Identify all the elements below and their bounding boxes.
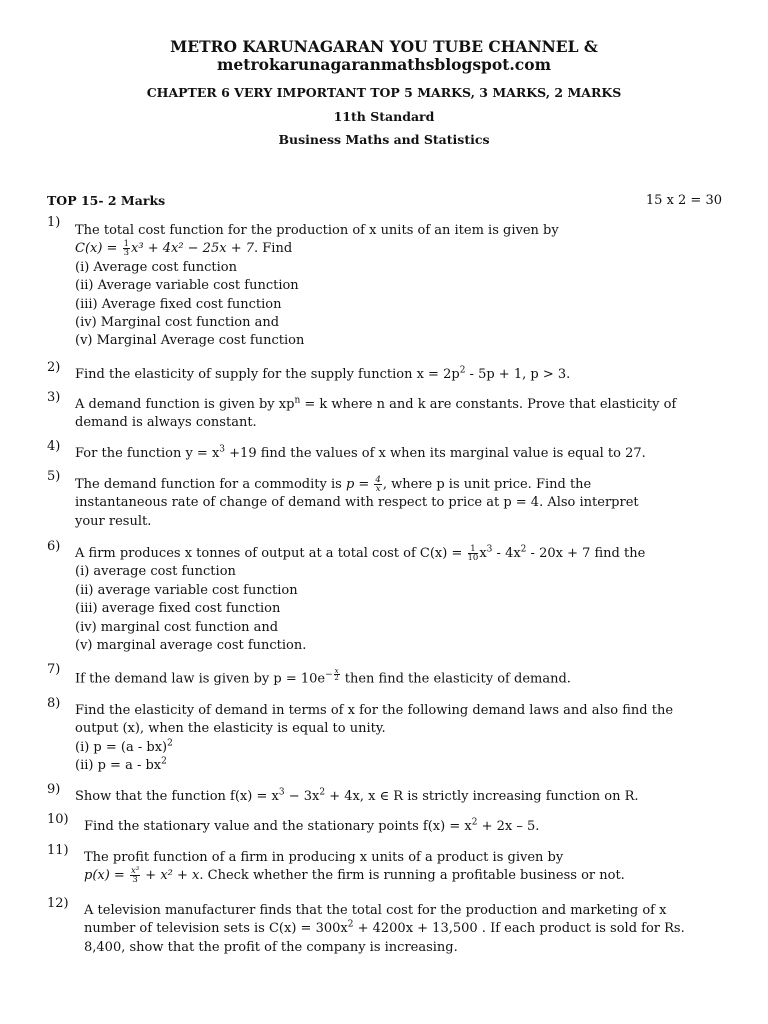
- fraction: $\frac{x}{2}$: [334, 667, 339, 682]
- question-text: The total cost function for the production of x units of an item is given by: [75, 223, 559, 238]
- question-number: 5): [47, 469, 61, 484]
- question-6: A firm produces x tonnes of output at a total cost of C(x) = $\frac{1}{10}$ $x^3 - 4x^2 - 20x + 7$ find the (i) average cost function (ii) average variable cost function (iii) average fixed cost function (iv) marginal cost function and (v) marginal average cost function.: [75, 545, 725, 655]
- list-item: (ii) Average variable cost function: [75, 278, 299, 294]
- question-3: A demand function is given by $xp^n = k$ where n and k are constants. Prove that elasticity of demand is always constant.: [75, 395, 677, 431]
- fraction: $\frac{1}{10}$: [467, 544, 479, 563]
- question-2: Find the elasticity of supply for the supply function $x = 2p^2 - 5p + 1$, p > 3.: [75, 365, 571, 382]
- list-item: (ii) average variable cost function: [75, 582, 298, 598]
- list-item: (i) p = (a - bx)$^2$: [75, 738, 173, 755]
- question-10: Find the stationary value and the stationary points $f(x) = x^2 + 2x - 5$.: [84, 817, 540, 834]
- question-number: 12): [47, 896, 69, 911]
- question-number: 1): [47, 215, 61, 230]
- list-item: (i) average cost function: [75, 564, 236, 580]
- question-number: 7): [47, 662, 61, 677]
- question-11: The profit function of a firm in producing x units of a product is given by p(x) = $\frac{\text{x³}}{3}$ + x² + x. Check whether the firm is running a profitable business or not.: [84, 850, 625, 886]
- header-chapter-title: CHAPTER 6 VERY IMPORTANT TOP 5 MARKS, 3 MARKS, 2 MARKS: [146, 85, 622, 100]
- question-number: 4): [47, 439, 61, 454]
- header-blog-url: metrokarunagaranmathsblogspot.com: [217, 55, 551, 74]
- question-number: 11): [47, 843, 69, 858]
- list-item: (i) Average cost function: [75, 259, 237, 275]
- fraction: $\frac{1}{3}$: [123, 239, 130, 259]
- list-item: (ii) $p = a - bx^2$: [75, 756, 167, 774]
- question-1: [75, 222, 725, 351]
- question-9: Show that the function $f(x) = x^3 - 3x^2 + 4x$, x ∈ R is strictly increasing function on R.: [75, 787, 639, 804]
- question-number: 6): [47, 539, 61, 554]
- question-8: Find the elasticity of demand in terms of x for the following demand laws and also find the output (x), when the elasticity is equal to unity. (i) p = (a - bx)$^2$ (ii) $p = a - bx^2$: [75, 702, 725, 776]
- list-item: (iv) Marginal cost function and: [75, 315, 280, 331]
- header-standard: 11th Standard: [333, 109, 435, 124]
- header-subject: Business Maths and Statistics: [278, 132, 490, 147]
- question-7: If the demand law is given by $p = 10e^{- \frac{x}{2}}$ then find the elasticity of demand.: [75, 667, 571, 687]
- list-item: (iii) average fixed cost function: [75, 601, 281, 617]
- fraction: $\frac{4}{x}$: [375, 475, 381, 494]
- question-number: 2): [47, 360, 61, 375]
- question-5: The demand function for a commodity is p = $\frac{4}{x}$ , where p is unit price. Find the instantaneous rate of change of demand with respect to price at p = 4. Also interpret your result.: [75, 475, 639, 529]
- question-formula: C(x) = $\frac{1}{3}$ x³ + 4x² − 25x + 7. Find: [75, 239, 293, 259]
- header-channel-title: METRO KARUNAGARAN YOU TUBE CHANNEL &: [170, 37, 598, 56]
- list-item: (v) marginal average cost function.: [75, 638, 307, 654]
- question-number: 9): [47, 782, 61, 797]
- fraction: $\frac{\text{x³}}{3}$: [130, 866, 140, 886]
- section-marks: 15 x 2 = 30: [645, 193, 722, 208]
- list-item: (v) Marginal Average cost function: [75, 333, 305, 349]
- list-item: (iii) Average fixed cost function: [75, 296, 282, 312]
- list-item: (iv) marginal cost function and: [75, 619, 279, 635]
- question-number: 10): [47, 812, 69, 827]
- question-number: 3): [47, 390, 61, 405]
- question-4: For the function $y = x^3 +19$ find the values of x when its marginal value is equal to 27.: [75, 444, 646, 461]
- question-12: A television manufacturer finds that the total cost for the production and marketing of x number of television sets is $C(x) = 300x^2 + 4200x + 13,500$ . If each product is sold for Rs. 8,400, show that the profit of the company is increasing.: [84, 903, 685, 955]
- section-title: TOP 15- 2 Marks: [47, 193, 166, 208]
- question-number: 8): [47, 696, 61, 711]
